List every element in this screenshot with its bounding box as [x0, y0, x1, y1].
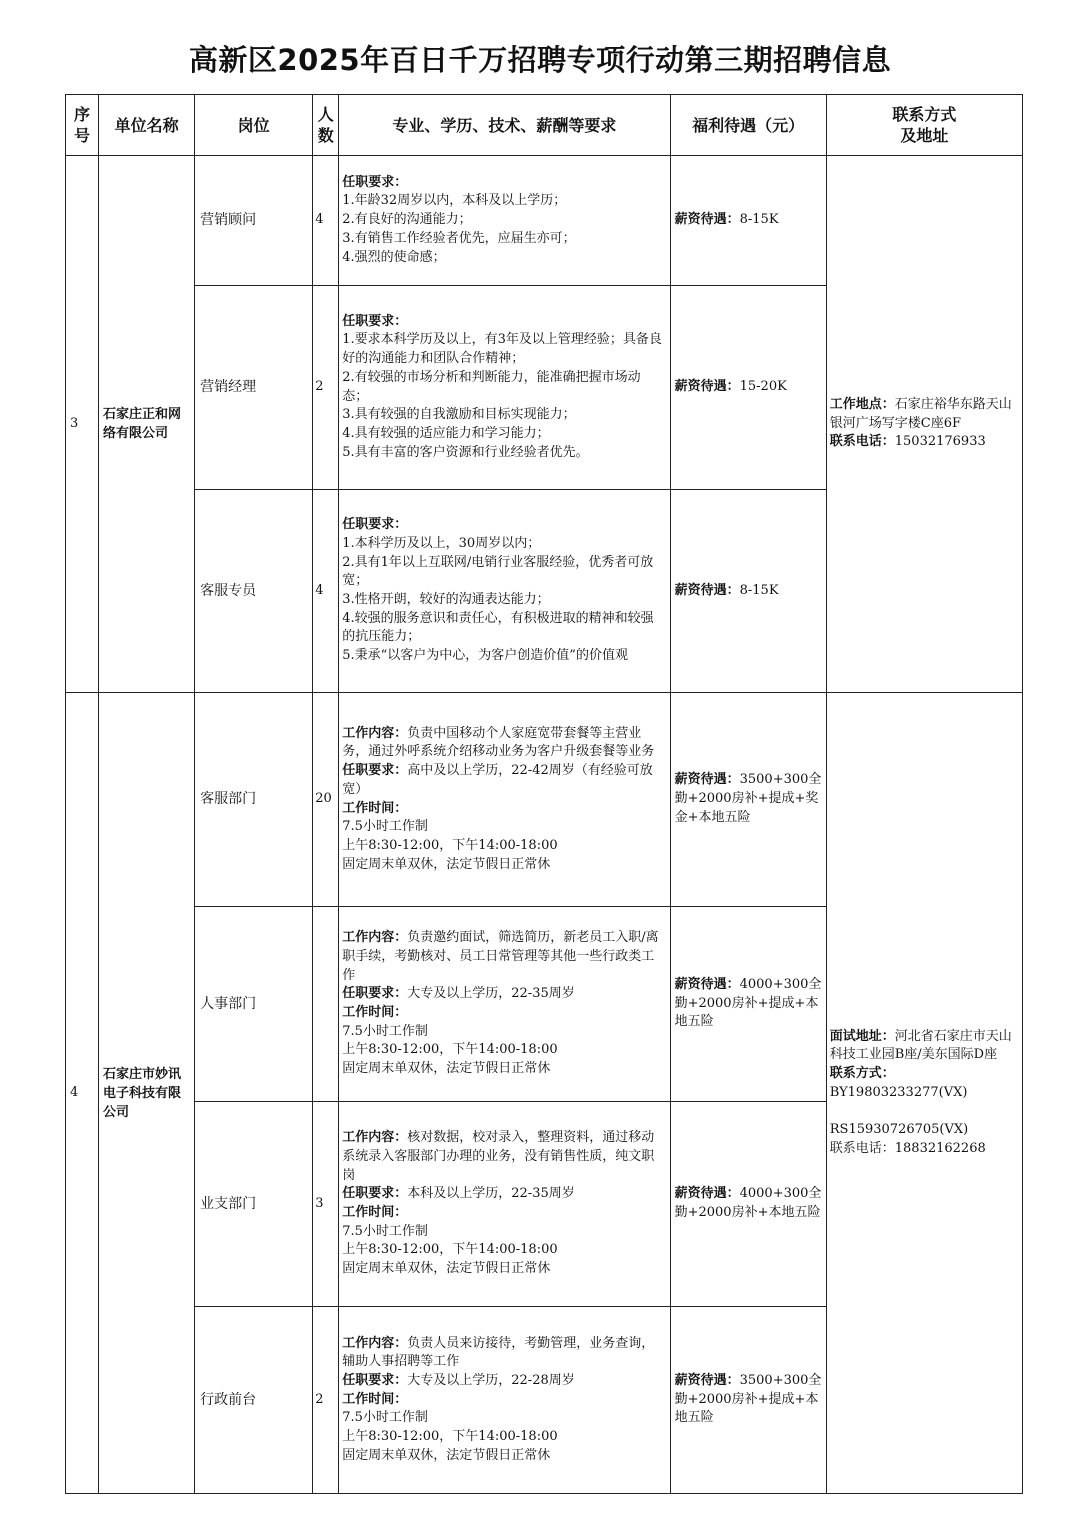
position-title: 营销经理 — [195, 286, 313, 490]
position-count: 4 — [313, 490, 339, 693]
position-count: 2 — [313, 286, 339, 490]
position-count — [313, 907, 339, 1102]
job-salary: 薪资待遇：8-15K — [670, 490, 826, 693]
position-title: 营销顾问 — [195, 156, 313, 286]
contact-info: 面试地址：河北省石家庄市天山科技工业园B座/美东国际D座 联系方式： BY19803233277(VX) RS15930726705(VX) 联系电话：18832162268 — [826, 693, 1022, 1494]
page-title: 高新区2025年百日千万招聘专项行动第三期招聘信息 — [188, 43, 892, 77]
header-company: 单位名称 — [99, 95, 195, 156]
position-title: 客服部门 — [195, 693, 313, 907]
company-index: 3 — [66, 156, 99, 693]
recruitment-table — [65, 94, 1023, 1494]
header-contact: 联系方式 及地址 — [826, 95, 1022, 156]
job-requirements: 工作内容：核对数据，校对录入，整理资料，通过移动系统录入客服部门办理的业务，没有销售性质，纯文职岗 任职要求：本科及以上学历，22-35周岁 工作时间： 7.5小时工作制 上午8:30-12:00，下午14:00-18:00 固定周末单双休，法定节假日正常休 — [339, 1102, 670, 1307]
job-requirements: 任职要求： 1.本科学历及以上，30周岁以内； 2.具有1年以上互联网/电销行业客服经验，优秀者可放宽； 3.性格开朗，较好的沟通表达能力； 4.较强的服务意识和责任心，有积极进取的精神和较强的抗压能力； 5.秉承“以客户为中心，为客户创造价值”的价值观 — [339, 490, 670, 693]
header-index: 序 号 — [66, 95, 99, 156]
position-count: 3 — [313, 1102, 339, 1307]
job-requirements: 任职要求： 1.年龄32周岁以内，本科及以上学历； 2.有良好的沟通能力； 3.有销售工作经验者优先，应届生亦可； 4.强烈的使命感； — [339, 156, 670, 286]
position-title: 业支部门 — [195, 1102, 313, 1307]
job-requirements: 工作内容：负责邀约面试，筛选简历，新老员工入职/离职手续，考勤核对、员工日常管理等其他一些行政类工作 任职要求：大专及以上学历，22-35周岁 工作时间： 7.5小时工作制 上午8:30-12:00，下午14:00-18:00 固定周末单双休，法定节假日正常休 — [339, 907, 670, 1102]
contact-info: 工作地点：石家庄裕华东路天山银河广场写字楼C座6F 联系电话：15032176933 — [826, 156, 1022, 693]
job-requirements: 工作内容：负责人员来访接待，考勤管理，业务查询，辅助人事招聘等工作 任职要求：大专及以上学历，22-28周岁 工作时间： 7.5小时工作制 上午8:30-12:00，下午14:00-18:00 固定周末单双休，法定节假日正常休 — [339, 1307, 670, 1494]
job-salary: 薪资待遇：15-20K — [670, 286, 826, 490]
job-requirements: 工作内容：负责中国移动个人家庭宽带套餐等主营业务，通过外呼系统介绍移动业务为客户升级套餐等业务 任职要求：高中及以上学历，22-42周岁（有经验可放宽） 工作时间： 7.5小时工作制 上午8:30-12:00，下午14:00-18:00 固定周末单双休，法定节假日正常休 — [339, 693, 670, 907]
position-count: 4 — [313, 156, 339, 286]
header-requirements: 专业、学历、技术、薪酬等要求 — [339, 95, 670, 156]
company-index: 4 — [66, 693, 99, 1494]
position-count: 20 — [313, 693, 339, 907]
header-count: 人 数 — [313, 95, 339, 156]
table-row — [66, 156, 1023, 286]
company-name: 石家庄市妙讯电子科技有限公司 — [99, 693, 195, 1494]
job-salary: 薪资待遇：8-15K — [670, 156, 826, 286]
position-title: 客服专员 — [195, 490, 313, 693]
header-position: 岗位 — [195, 95, 313, 156]
job-salary: 薪资待遇：3500+300全勤+2000房补+提成+本地五险 — [670, 1307, 826, 1494]
table-row — [66, 693, 1023, 907]
header-row — [66, 95, 1023, 156]
job-requirements: 任职要求： 1.要求本科学历及以上，有3年及以上管理经验；具备良好的沟通能力和团队合作精神； 2.有较强的市场分析和判断能力，能准确把握市场动态； 3.具有较强的自我激励和目标实现能力； 4.具有较强的适应能力和学习能力； 5.具有丰富的客户资源和行业经验者优先。 — [339, 286, 670, 490]
position-title: 行政前台 — [195, 1307, 313, 1494]
company-name: 石家庄正和网络有限公司 — [99, 156, 195, 693]
job-salary: 薪资待遇：4000+300全勤+2000房补+本地五险 — [670, 1102, 826, 1307]
job-salary: 薪资待遇：4000+300全勤+2000房补+提成+本地五险 — [670, 907, 826, 1102]
job-salary: 薪资待遇：3500+300全勤+2000房补+提成+奖金+本地五险 — [670, 693, 826, 907]
position-count: 2 — [313, 1307, 339, 1494]
header-benefits: 福利待遇（元） — [670, 95, 826, 156]
position-title: 人事部门 — [195, 907, 313, 1102]
